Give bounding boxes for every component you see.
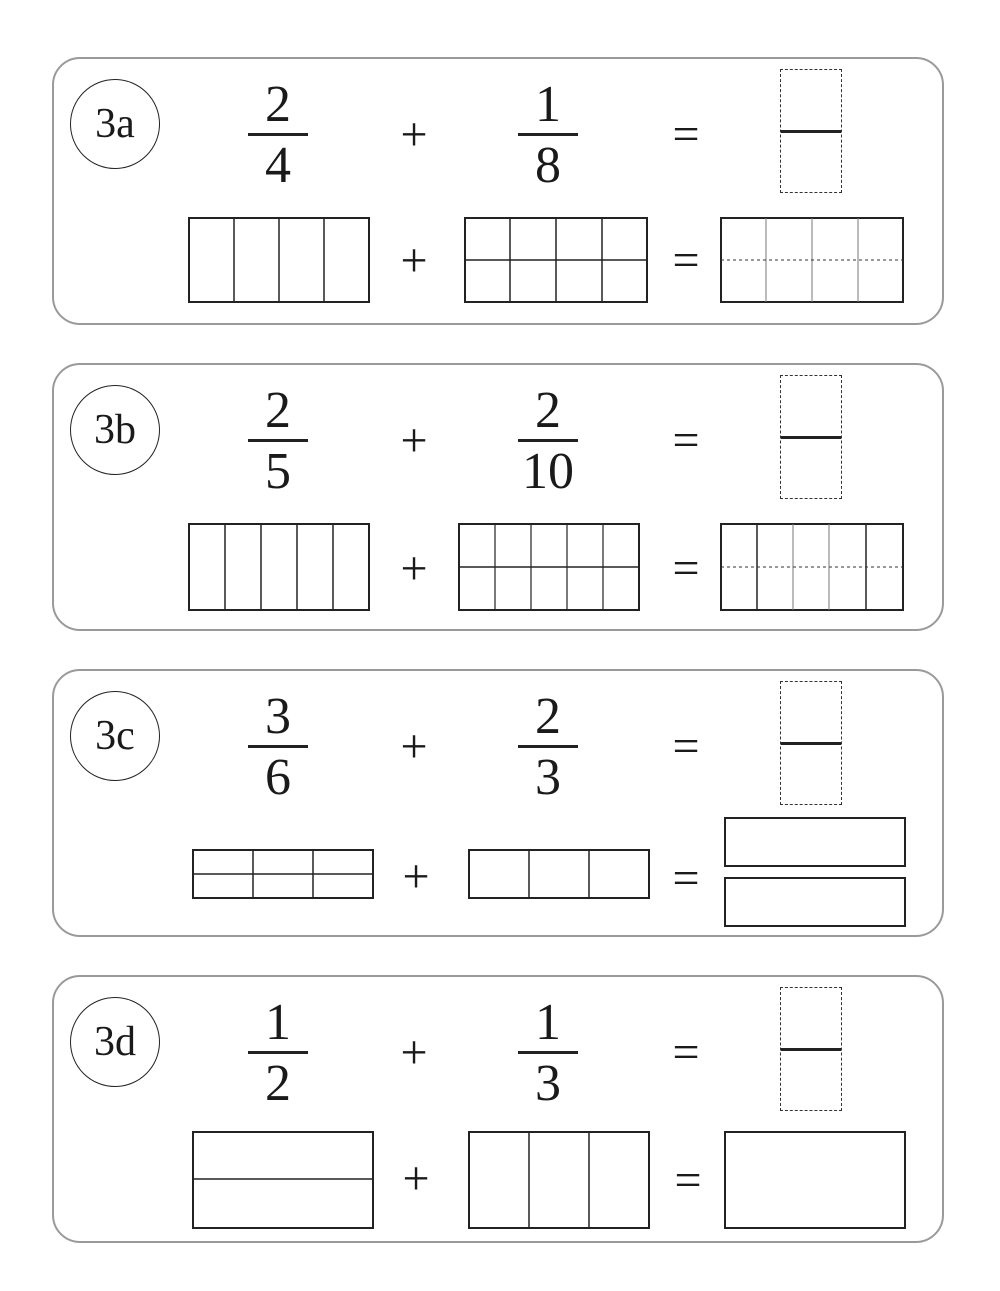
denominator: 10 (522, 443, 574, 500)
equals-sign: = (672, 414, 700, 467)
fraction-model-halves (192, 1131, 374, 1229)
fraction-model-fifths (188, 523, 370, 611)
fraction-model-answer (724, 1131, 906, 1229)
fraction-model-thirds (468, 849, 650, 899)
equals-sign: = (672, 720, 700, 773)
answer-numerator-input[interactable] (781, 682, 841, 742)
answer-numerator-input[interactable] (781, 376, 841, 436)
fraction-addend-2 (508, 383, 588, 498)
fraction-addend-1 (238, 383, 318, 498)
fraction-addend-2 (508, 77, 588, 192)
equals-sign: = (674, 1154, 702, 1207)
problem-card-3c (52, 669, 944, 937)
equals-sign: = (672, 852, 700, 905)
answer-denominator-input[interactable] (781, 132, 841, 192)
problem-card-3b (52, 363, 944, 631)
plus-sign: + (400, 108, 428, 161)
denominator: 3 (535, 749, 561, 806)
denominator: 8 (535, 137, 561, 194)
problem-label-badge: 3d (70, 997, 160, 1087)
answer-fraction-box (780, 69, 842, 193)
denominator: 5 (265, 443, 291, 500)
equals-sign: = (672, 542, 700, 595)
problem-card-3d (52, 975, 944, 1243)
numerator: 2 (535, 382, 561, 439)
equals-sign: = (672, 234, 700, 287)
fraction-addend-2 (508, 995, 588, 1110)
fraction-model-fourths (188, 217, 370, 303)
fraction-model-sixths (192, 849, 374, 899)
plus-sign: + (400, 542, 428, 595)
plus-sign: + (402, 1152, 430, 1205)
answer-denominator-input[interactable] (781, 1050, 841, 1110)
problem-card-3a (52, 57, 944, 325)
fraction-model-eighths (464, 217, 648, 303)
plus-sign: + (400, 234, 428, 287)
numerator: 1 (265, 994, 291, 1051)
fraction-addend-1 (238, 77, 318, 192)
numerator: 2 (265, 382, 291, 439)
denominator: 4 (265, 137, 291, 194)
fraction-model-answer (720, 217, 904, 303)
plus-sign: + (400, 720, 428, 773)
fraction-model-answer (720, 523, 904, 611)
numerator: 2 (265, 76, 291, 133)
equals-sign: = (672, 108, 700, 161)
equals-sign: = (672, 1026, 700, 1079)
fraction-model-answer-whole-1 (724, 817, 906, 867)
answer-fraction-box (780, 987, 842, 1111)
problem-label-badge: 3b (70, 385, 160, 475)
plus-sign: + (400, 1026, 428, 1079)
numerator: 1 (535, 994, 561, 1051)
answer-denominator-input[interactable] (781, 744, 841, 804)
denominator: 6 (265, 749, 291, 806)
numerator: 1 (535, 76, 561, 133)
answer-numerator-input[interactable] (781, 70, 841, 130)
fraction-addend-1 (238, 689, 318, 804)
answer-numerator-input[interactable] (781, 988, 841, 1048)
denominator: 2 (265, 1055, 291, 1112)
answer-fraction-box (780, 681, 842, 805)
fraction-model-thirds (468, 1131, 650, 1229)
numerator: 2 (535, 688, 561, 745)
fraction-addend-2 (508, 689, 588, 804)
plus-sign: + (402, 850, 430, 903)
plus-sign: + (400, 414, 428, 467)
answer-fraction-box (780, 375, 842, 499)
fraction-model-answer-whole-2 (724, 877, 906, 927)
problem-label-badge: 3c (70, 691, 160, 781)
problem-label-badge: 3a (70, 79, 160, 169)
fraction-addend-1 (238, 995, 318, 1110)
answer-denominator-input[interactable] (781, 438, 841, 498)
numerator: 3 (265, 688, 291, 745)
fraction-model-tenths (458, 523, 640, 611)
denominator: 3 (535, 1055, 561, 1112)
